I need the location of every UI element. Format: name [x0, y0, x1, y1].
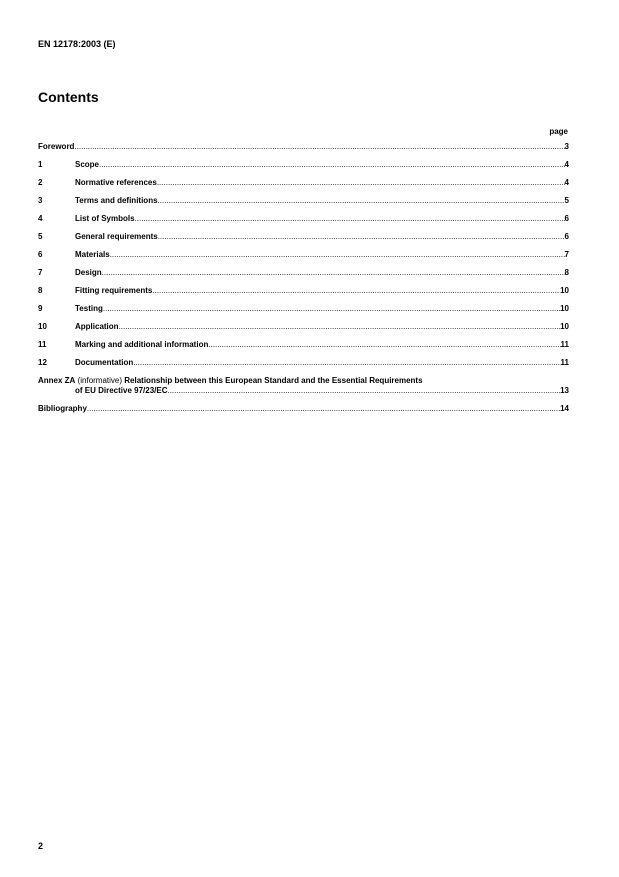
toc-entry-annex-za[interactable] — [38, 376, 569, 396]
toc-entry-page: 7 — [564, 250, 569, 259]
toc-entry-page: 10 — [560, 322, 569, 331]
toc-entry-number: 5 — [38, 232, 43, 241]
toc-entry-bibliography[interactable] — [38, 404, 569, 422]
toc-entry-foreword[interactable] — [38, 142, 569, 160]
page-number: 2 — [38, 841, 44, 851]
toc-entry-number: 6 — [38, 250, 43, 259]
toc-leader — [167, 386, 560, 396]
toc-entry-title: Design — [75, 268, 102, 277]
toc-entry-number: 8 — [38, 286, 43, 295]
toc-entry-materials[interactable] — [38, 250, 569, 268]
toc-entry-page: 8 — [564, 268, 569, 277]
toc-entry-page: 11 — [560, 340, 569, 349]
toc-entry-application[interactable] — [38, 322, 569, 340]
toc-entry-page: 4 — [564, 160, 569, 169]
toc-leader — [87, 404, 560, 414]
toc-leader — [157, 178, 565, 188]
document-id-header: EN 12178:2003 (E) — [38, 39, 116, 49]
toc-entry-title: Testing — [75, 304, 103, 313]
annex-informative: (informative) — [77, 376, 123, 385]
toc-entry-title: Scope — [75, 160, 100, 169]
toc-entry-page: 10 — [560, 304, 569, 313]
toc-leader — [99, 160, 565, 170]
toc-entry-number: 9 — [38, 304, 43, 313]
toc-entry-page: 6 — [564, 214, 569, 223]
toc-entry-scope[interactable] — [38, 160, 569, 178]
toc-entry-title: Documentation — [75, 358, 134, 367]
toc-entry-number: 7 — [38, 268, 43, 277]
toc-entry-general-requirements[interactable] — [38, 232, 569, 250]
annex-first-line — [38, 376, 569, 386]
annex-label: Annex ZA — [38, 376, 76, 385]
toc-entry-page: 6 — [564, 232, 569, 241]
toc-entry-number: 3 — [38, 196, 43, 205]
toc-entry-page: 14 — [560, 404, 569, 413]
toc-leader — [208, 340, 560, 350]
toc-entry-title: Application — [75, 322, 119, 331]
toc-entry-title: List of Symbols — [75, 214, 135, 223]
toc-leader — [133, 358, 560, 368]
toc-entry-title: Fitting requirements — [75, 286, 153, 295]
toc-leader — [110, 250, 565, 260]
page-column-label: page — [549, 127, 568, 136]
toc-entry-number: 12 — [38, 358, 47, 367]
toc-entry-number: 2 — [38, 178, 43, 187]
toc-entry-fitting-requirements[interactable] — [38, 286, 569, 304]
toc-entry-title: General requirements — [75, 232, 158, 241]
annex-title-line2: of EU Directive 97/23/EC — [75, 386, 168, 395]
page-title: Contents — [38, 89, 99, 105]
toc-entry-page: 11 — [560, 358, 569, 367]
toc-entry-title: Foreword — [38, 142, 75, 151]
toc-entry-page: 4 — [564, 178, 569, 187]
annex-second-line — [38, 386, 569, 396]
toc-entry-title: Materials — [75, 250, 110, 259]
toc-leader — [74, 142, 564, 152]
table-of-contents — [38, 142, 569, 422]
toc-leader — [103, 304, 560, 314]
toc-leader — [158, 232, 565, 242]
toc-entry-number: 11 — [38, 340, 47, 349]
toc-leader — [102, 268, 565, 278]
toc-entry-marking[interactable] — [38, 340, 569, 358]
toc-entry-page: 5 — [564, 196, 569, 205]
toc-entry-title: Bibliography — [38, 404, 87, 413]
toc-entry-design[interactable] — [38, 268, 569, 286]
toc-leader — [135, 214, 565, 224]
toc-entry-terms-and-definitions[interactable] — [38, 196, 569, 214]
toc-entry-number: 10 — [38, 322, 47, 331]
toc-entry-page: 10 — [560, 286, 569, 295]
annex-title-line1: Relationship between this European Standard and the Essential Requirements — [124, 376, 423, 385]
toc-entry-normative-references[interactable] — [38, 178, 569, 196]
toc-entry-page: 13 — [560, 386, 569, 395]
toc-entry-title: Terms and definitions — [75, 196, 158, 205]
toc-entry-number: 1 — [38, 160, 43, 169]
toc-entry-testing[interactable] — [38, 304, 569, 322]
toc-entry-list-of-symbols[interactable] — [38, 214, 569, 232]
toc-entry-documentation[interactable] — [38, 358, 569, 376]
toc-leader — [158, 196, 565, 206]
toc-entry-title: Normative references — [75, 178, 157, 187]
toc-entry-number: 4 — [38, 214, 43, 223]
toc-leader — [119, 322, 561, 332]
toc-entry-page: 3 — [564, 142, 569, 151]
toc-entry-title: Marking and additional information — [75, 340, 209, 349]
toc-leader — [152, 286, 560, 296]
